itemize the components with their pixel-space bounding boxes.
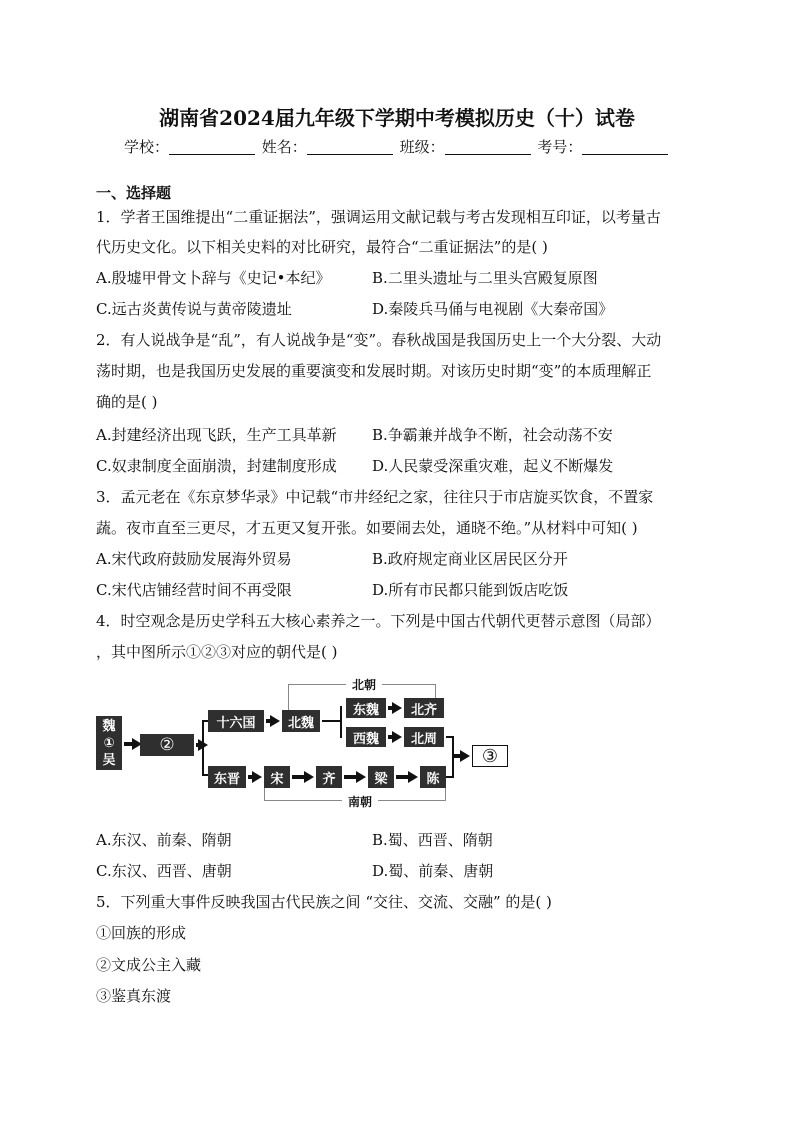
- northern-dynasties-label: 北朝: [346, 676, 382, 693]
- wu-label: 吴: [102, 752, 116, 768]
- arrow-icon: [270, 715, 280, 727]
- arrow-icon: [304, 771, 314, 783]
- q3-option-c[interactable]: C.宋代店铺经营时间不再受限: [96, 581, 292, 599]
- song-box: 宋: [264, 766, 290, 788]
- q1-option-c[interactable]: C.远古炎黄传说与黄帝陵遗址: [96, 300, 292, 318]
- arrow-icon: [408, 771, 418, 783]
- fork-line: [340, 706, 342, 738]
- sixteen-kingdoms-box: 十六国: [208, 710, 264, 732]
- arrow-icon: [392, 702, 402, 714]
- q1-stem-line1: 1．学者王国维提出“二重证据法”，强调运用文献记载与考古发现相互印证，以考量古: [96, 208, 661, 226]
- name-label: 姓名：: [261, 138, 307, 156]
- marker-3-box: ③: [472, 745, 508, 767]
- q5-item-1: ①回族的形成: [96, 924, 187, 942]
- qi-box: 齐: [316, 766, 342, 788]
- q2-stem-line2: 荡时期，也是我国历史发展的重要演变和发展时期。对该历史时期“变”的本质理解正: [96, 362, 652, 380]
- page-title: 湖南省2024届九年级下学期中考模拟历史（十）试卷: [159, 106, 635, 130]
- school-blank[interactable]: [169, 140, 255, 155]
- dynasty-diagram: [96, 672, 516, 822]
- marker-1: ①: [103, 735, 115, 751]
- arrow-icon: [392, 731, 402, 743]
- q5-stem-line1: 5．下列重大事件反映我国古代民族之间 “交往、交流、交融” 的是( ): [96, 893, 552, 911]
- q2-option-a[interactable]: A.封建经济出现飞跃，生产工具革新: [96, 426, 337, 444]
- q1-stem-line2: 代历史文化。以下相关史料的对比研究，最符合“二重证据法”的是( ): [96, 238, 548, 256]
- split-line: [202, 720, 204, 776]
- fork-line: [322, 720, 340, 722]
- q2-option-c[interactable]: C.奴隶制度全面崩溃，封建制度形成: [96, 457, 337, 475]
- northern-bracket: [288, 684, 289, 710]
- liang-box: 梁: [368, 766, 394, 788]
- q4-option-b[interactable]: B.蜀、西晋、隋朝: [372, 831, 493, 849]
- arrow-icon: [460, 750, 470, 762]
- q1-option-b[interactable]: B.二里头遗址与二里头宫殿复原图: [372, 269, 598, 287]
- arrow-icon: [356, 771, 366, 783]
- q2-option-b[interactable]: B.争霸兼并战争不断，社会动荡不安: [372, 426, 613, 444]
- southern-bracket: [445, 788, 446, 800]
- eastern-wei-box: 东魏: [346, 698, 386, 718]
- q2-stem-line1: 2．有人说战争是“乱”，有人说战争是“变”。春秋战国是我国历史上一个大分裂、大动: [96, 331, 662, 349]
- q4-option-a[interactable]: A.东汉、前秦、隋朝: [96, 831, 232, 849]
- q4-stem-line1: 4．时空观念是历史学科五大核心素养之一。下列是中国古代朝代更替示意图（局部）: [96, 612, 661, 630]
- marker-2-box: ②: [140, 734, 194, 756]
- q4-option-c[interactable]: C.东汉、西晋、唐朝: [96, 862, 232, 880]
- q4-stem-line2: ，其中图所示①②③对应的朝代是( ): [96, 643, 338, 661]
- q5-item-3: ③鉴真东渡: [96, 987, 172, 1005]
- name-blank[interactable]: [307, 140, 393, 155]
- student-info: [124, 136, 670, 157]
- arrow-icon: [252, 771, 262, 783]
- section-heading: 一、选择题: [96, 184, 172, 202]
- merge-line: [446, 776, 454, 778]
- number-label: 考号：: [537, 138, 583, 156]
- northern-wei-box: 北魏: [282, 710, 320, 732]
- class-label: 班级：: [399, 138, 445, 156]
- number-blank[interactable]: [582, 140, 668, 155]
- northern-bracket: [435, 684, 436, 698]
- q1-option-a[interactable]: A.殷墟甲骨文卜辞与《史记•本纪》: [96, 269, 331, 287]
- q1-option-d[interactable]: D.秦陵兵马俑与电视剧《大秦帝国》: [372, 300, 614, 318]
- q3-stem-line2: 蔬。夜市直至三更尽，才五更又复开张。如要闹去处，通晓不绝。”从材料中可知( ): [96, 519, 638, 537]
- q3-option-d[interactable]: D.所有市民都只能到饭店吃饭: [372, 581, 569, 599]
- eastern-jin-box: 东晋: [208, 766, 246, 788]
- q2-stem-line3: 确的是( ): [96, 393, 158, 411]
- q2-option-d[interactable]: D.人民蒙受深重灾难，起义不断爆发: [372, 457, 614, 475]
- q3-option-a[interactable]: A.宋代政府鼓励发展海外贸易: [96, 550, 292, 568]
- southern-bracket: [264, 788, 265, 800]
- q4-option-d[interactable]: D.蜀、前秦、唐朝: [372, 862, 494, 880]
- class-blank[interactable]: [445, 140, 531, 155]
- western-wei-box: 西魏: [346, 727, 386, 747]
- chen-box: 陈: [420, 766, 446, 788]
- q3-option-b[interactable]: B.政府规定商业区居民区分开: [372, 550, 568, 568]
- q3-stem-line1: 3．孟元老在《东京梦华录》中记载“市井经纪之家，往往只于市店旋买饮食，不置家: [96, 488, 654, 506]
- southern-dynasties-label: 南朝: [342, 793, 378, 810]
- school-label: 学校：: [124, 138, 170, 156]
- northern-zhou-box: 北周: [404, 727, 444, 747]
- northern-qi-box: 北齐: [404, 698, 444, 718]
- q5-item-2: ②文成公主入藏: [96, 956, 202, 974]
- wei-wu-box: [96, 716, 122, 770]
- wei-label: 魏: [102, 718, 116, 734]
